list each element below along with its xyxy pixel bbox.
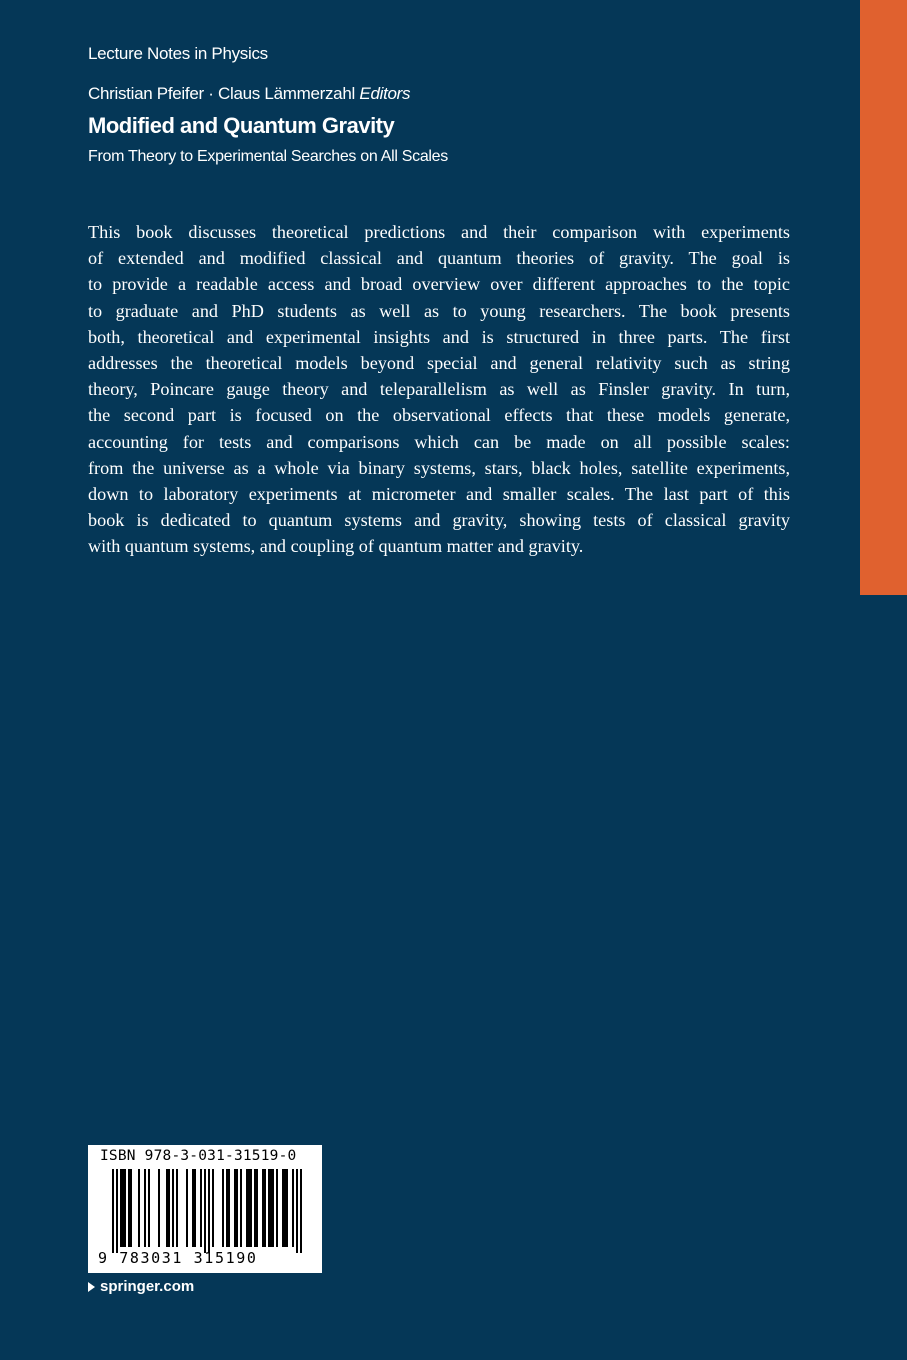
barcode-bar — [268, 1169, 270, 1247]
barcode-bar — [208, 1169, 210, 1253]
barcode-bar — [194, 1169, 196, 1247]
editors-role: Editors — [359, 84, 411, 103]
barcode-bar — [186, 1169, 188, 1247]
barcode-bar — [144, 1169, 146, 1247]
barcode-bar — [124, 1169, 126, 1247]
description-line: from the universe as a whole via binary systems, stars, black holes, satellite experiments, — [88, 457, 790, 478]
description-line: This book discusses theoretical predictions and their comparison with experiments — [88, 222, 790, 242]
description-line: down to laboratory experiments at micrometer and smaller scales. The last part of this — [88, 484, 790, 505]
description-line: both, theoretical and experimental insights and is structured in three parts. The first — [88, 326, 790, 347]
description-line: with quantum systems, and coupling of quantum matter and gravity. — [88, 536, 584, 557]
barcode-bar — [130, 1169, 132, 1247]
description-line: the second part is focused on the observational effects that these models generate, — [88, 405, 790, 426]
barcode-bar — [264, 1169, 266, 1247]
barcode-bar — [250, 1169, 252, 1247]
barcode-bar — [272, 1169, 274, 1247]
publisher-link[interactable] — [88, 1278, 194, 1295]
book-subtitle: From Theory to Experimental Searches on All Scales — [88, 148, 448, 165]
barcode-bar — [276, 1169, 278, 1247]
barcode-bar — [138, 1169, 140, 1247]
barcode-bar — [292, 1169, 294, 1247]
barcode-bar — [254, 1169, 256, 1247]
isbn-label: ISBN 978-3-031-31519-0 — [100, 1148, 297, 1164]
barcode-bar — [236, 1169, 238, 1247]
barcode-bar — [284, 1169, 286, 1247]
description-line: accounting for tests and comparisons which can be made on all possible scales: — [88, 431, 790, 452]
description-line: to graduate and PhD students as well as to young researchers. The book presents — [88, 300, 790, 321]
description-line: to provide a readable access and broad overview over different approaches to the topic — [88, 274, 790, 295]
barcode-bar — [286, 1169, 288, 1247]
barcode-bar — [212, 1169, 214, 1247]
description-line: addresses the theoretical models beyond special and general relativity such as string — [88, 353, 790, 374]
arrow-right-icon — [88, 1282, 95, 1292]
barcode-bar — [120, 1169, 122, 1247]
barcode-bar — [192, 1169, 194, 1247]
barcode-bar — [128, 1169, 130, 1247]
barcode-bar — [148, 1169, 150, 1247]
barcode-bar — [200, 1169, 202, 1247]
publisher-url: springer.com — [100, 1278, 195, 1295]
accent-stripe — [860, 0, 907, 595]
barcode-digits: 9 783031 315190 — [98, 1249, 258, 1267]
description-line: of extended and modified classical and quantum theories of gravity. The goal is — [88, 248, 790, 269]
barcode-bar — [228, 1169, 230, 1247]
barcode-bar — [296, 1169, 298, 1253]
barcode-bar — [204, 1169, 206, 1253]
barcode-bar — [246, 1169, 248, 1247]
barcode-bar — [282, 1169, 284, 1247]
barcode-bar — [176, 1169, 178, 1247]
barcode-bar — [256, 1169, 258, 1247]
barcode-bar — [158, 1169, 160, 1247]
book-description — [88, 219, 790, 560]
barcode-bar — [240, 1169, 242, 1247]
barcode-bar — [262, 1169, 264, 1247]
barcode-bar — [172, 1169, 174, 1247]
barcode-bar — [168, 1169, 170, 1247]
book-title: Modified and Quantum Gravity — [88, 113, 395, 138]
series-name: Lecture Notes in Physics — [88, 44, 268, 63]
description-line: theory, Poincare gauge theory and teleparallelism as well as Finsler gravity. In turn, — [88, 379, 790, 400]
editors-line — [88, 84, 410, 104]
barcode-bar — [300, 1169, 302, 1253]
barcode-bar — [270, 1169, 272, 1247]
barcode-bar — [222, 1169, 224, 1247]
barcode-bar — [122, 1169, 124, 1247]
barcode-bar — [166, 1169, 168, 1247]
editor-names: Christian Pfeifer · Claus Lämmerzahl — [88, 84, 355, 103]
barcode-bar — [112, 1169, 114, 1253]
barcode-bar — [116, 1169, 118, 1253]
isbn-barcode — [88, 1145, 322, 1273]
barcode-bar — [226, 1169, 228, 1247]
barcode-bar — [234, 1169, 236, 1247]
barcode-bar — [248, 1169, 250, 1247]
description-line: book is dedicated to quantum systems and gravity, showing tests of classical gravity — [88, 510, 790, 531]
